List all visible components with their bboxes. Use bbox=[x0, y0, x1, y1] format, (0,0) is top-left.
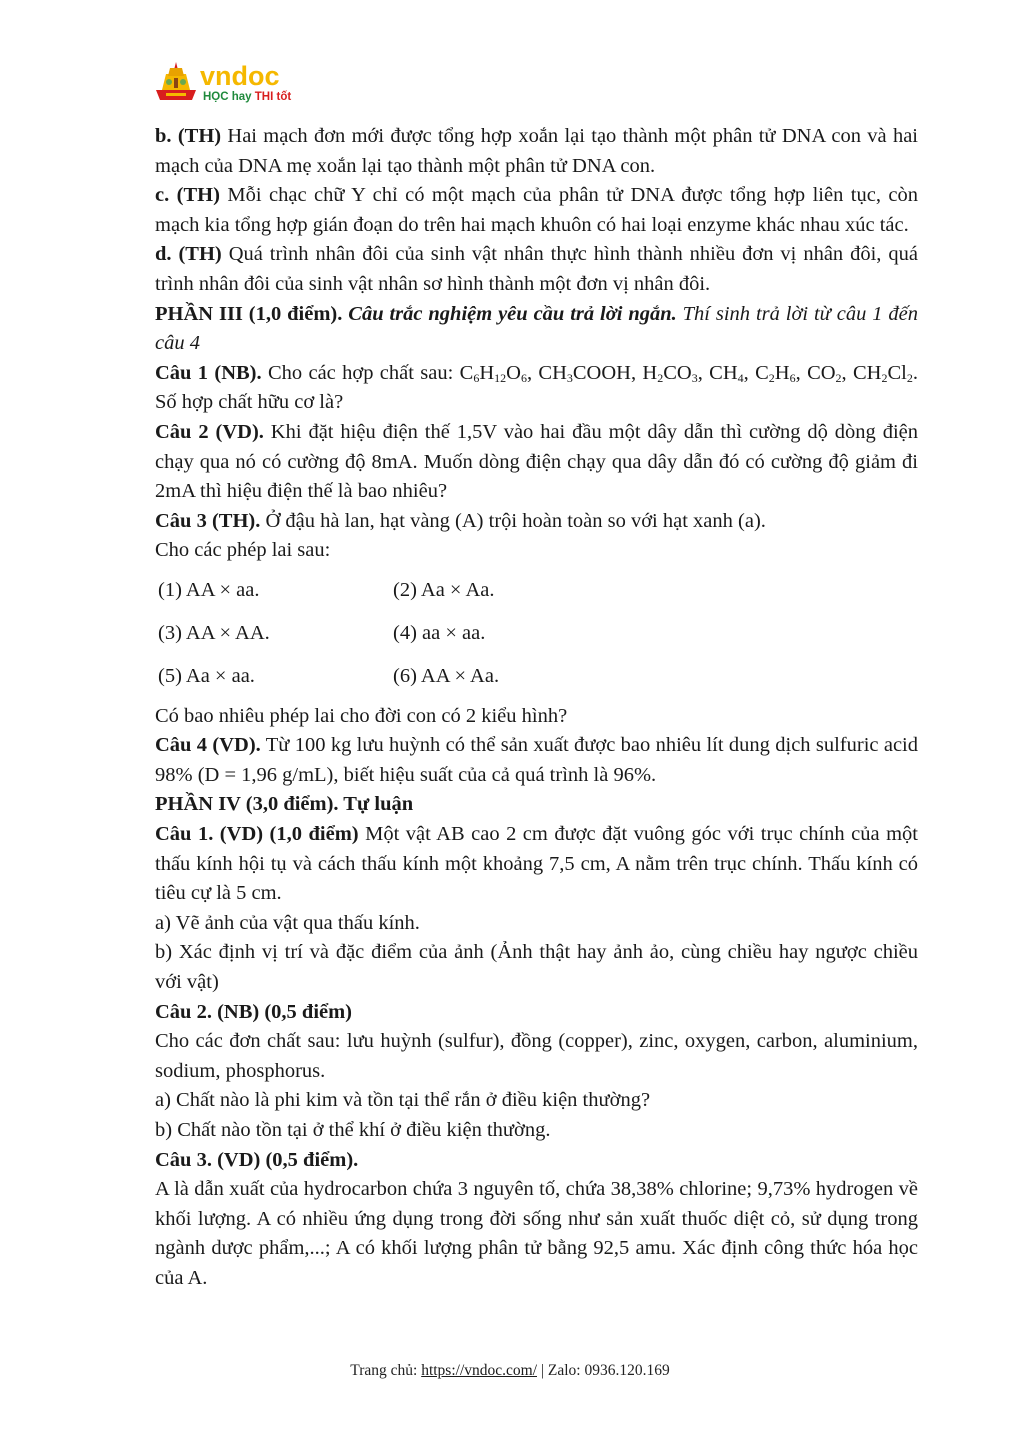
section-title: PHẦN III (1,0 điểm). bbox=[155, 302, 343, 325]
compound-list: $C_6H_{12}O_6$, $CH_3COOH$, $H_2CO_3$, $CH_4$, $C_2H_6$, $CO_2$, $CH_2Cl_2$ bbox=[459, 361, 913, 385]
slogan-part1: HỌC hay bbox=[203, 91, 255, 103]
statement-c bbox=[155, 181, 918, 240]
cross-item: (1) AA × aa. bbox=[158, 578, 260, 601]
homepage-link[interactable]: https://vndoc.com/ bbox=[421, 1362, 537, 1379]
part4-heading bbox=[155, 790, 918, 820]
question-label: Câu 1. (VD) (1,0 điểm) bbox=[155, 823, 359, 846]
question-3-1 bbox=[155, 359, 918, 418]
question-text: Một vật AB cao 2 cm được đặt vuông góc với trục chính của một thấu kính hội tụ và cách thấu kính một khoảng 7,5 cm, A nằm trên trục chính. Thấu kính có tiêu cự là 5 cm. bbox=[155, 823, 918, 905]
question-label: Câu 2 (VD). bbox=[155, 420, 264, 443]
cross-item: (2) Aa × Aa. bbox=[393, 578, 495, 601]
question-label: Câu 2. (NB) (0,5 điểm) bbox=[155, 1000, 353, 1023]
question-text: Khi đặt hiệu điện thế 1,5V vào hai đầu một dây dẫn thì cường dộ dòng điện chạy qua nó có cường độ 8mA. Muốn dòng điện chạy qua dây dẫn đó có cường độ giảm đi 2mA thì hiệu điện thế là bao nhiêu? bbox=[155, 420, 919, 503]
crosses-grid bbox=[158, 576, 918, 692]
document-body bbox=[155, 122, 918, 1294]
statement-d bbox=[155, 240, 918, 299]
crosses-intro: Cho các phép lai sau: bbox=[155, 539, 331, 562]
question-label: Câu 3. (VD) (0,5 điểm). bbox=[155, 1148, 359, 1171]
cross-item: (4) aa × aa. bbox=[393, 622, 486, 644]
question-label: Câu 3 (TH). bbox=[155, 509, 261, 532]
statement-label: b. (TH) bbox=[155, 125, 222, 147]
question-text: Ở đậu hà lan, hạt vàng (A) trội hoàn toàn so với hạt xanh (a). bbox=[260, 509, 766, 532]
slogan-part2: THI tốt bbox=[254, 91, 292, 103]
page-footer bbox=[0, 1362, 1020, 1380]
vndoc-logo[interactable] bbox=[154, 60, 304, 106]
footer-prefix: Trang chủ: bbox=[350, 1362, 422, 1379]
footer-contact: | Zalo: 0936.120.169 bbox=[537, 1362, 670, 1379]
cross-item: (5) Aa × aa. bbox=[158, 665, 255, 688]
statement-text: Quá trình nhân đôi của sinh vật nhân thực hình thành nhiều đơn vị nhân đôi, quá trình nhân đôi của sinh vật nhân sơ hình thành một đơn vị nhân đôi. bbox=[155, 243, 918, 295]
question-4-3-label bbox=[155, 1146, 918, 1176]
question-4-1-a: a) Vẽ ảnh của vật qua thấu kính. bbox=[155, 911, 420, 934]
cross-item: (6) AA × Aa. bbox=[393, 665, 500, 688]
question-4-2-label bbox=[155, 998, 918, 1028]
statement-text: Mỗi chạc chữ Y chỉ có một mạch của phân tử DNA được tổng hợp liên tục, còn mạch kia tổng hợp gián đoạn do trên hai mạch khuôn có hai loại enzyme khác nhau xúc tác. bbox=[155, 184, 918, 236]
section-instruction: Thí sinh trả lời từ câu 1 đến câu 4 bbox=[155, 302, 918, 355]
slogan bbox=[203, 90, 291, 104]
temple-logo-icon bbox=[154, 60, 198, 104]
question-4-1 bbox=[155, 820, 918, 909]
question-3-4 bbox=[155, 731, 918, 790]
part3-heading bbox=[155, 300, 918, 359]
question-label: Câu 1 (NB). bbox=[155, 361, 262, 384]
question-4-2-b: b) Chất nào tồn tại ở thể khí ở điều kiện thường. bbox=[155, 1119, 551, 1141]
question-4-2-a: a) Chất nào là phi kim và tồn tại thể rắn ở điều kiện thường? bbox=[155, 1089, 651, 1112]
question-3-2 bbox=[155, 418, 918, 507]
question-text: Cho các hợp chất sau: bbox=[261, 361, 460, 384]
section-title: PHẦN IV (3,0 điểm). Tự luận bbox=[155, 793, 414, 816]
question-4-2-text: Cho các đơn chất sau: lưu huỳnh (sulfur), đồng (copper), zinc, oxygen, carbon, aluminium, sodium, phosphorus. bbox=[155, 1030, 918, 1082]
brand-name: vndoc bbox=[200, 61, 280, 91]
section-subtitle: Câu trắc nghiệm yêu cầu trả lời ngắn. bbox=[342, 302, 677, 325]
crosses-question: Có bao nhiêu phép lai cho đời con có 2 kiểu hình? bbox=[155, 704, 568, 727]
statement-label: d. (TH) bbox=[155, 243, 222, 266]
question-3-3 bbox=[155, 507, 918, 537]
question-text: . Số hợp chất hữu cơ là? bbox=[155, 361, 918, 414]
question-4-3-text: A là dẫn xuất của hydrocarbon chứa 3 nguyên tố, chứa 38,38% chlorine; 9,73% hydrogen về khối lượng. A có nhiều ứng dụng trong đời sống như sản xuất thuốc diệt cỏ, sử dụng trong ngành dược phẩm,...; A có khối lượng phân tử bằng 92,5 amu. Xác định công thức hóa học của A. bbox=[155, 1178, 918, 1289]
statement-label: c. (TH) bbox=[155, 184, 220, 207]
question-label: Câu 4 (VD). bbox=[155, 734, 261, 757]
cross-item: (3) AA × AA. bbox=[158, 622, 270, 644]
question-4-1-b: b) Xác định vị trí và đặc điểm của ảnh (Ảnh thật hay ảnh ảo, cùng chiều hay ngược chiều với vật) bbox=[155, 941, 918, 994]
statement-b bbox=[155, 122, 918, 181]
question-text: Từ 100 kg lưu huỳnh có thể sản xuất được bao nhiêu lít dung dịch sulfuric acid 98% (D = 1,96 g/mL), biết hiệu suất của cả quá trình là 96%. bbox=[155, 734, 918, 786]
statement-text: Hai mạch đơn mới được tổng hợp xoắn lại tạo thành một phân tử DNA con và hai mạch của DNA mẹ xoắn lại tạo thành một phân tử DNA con. bbox=[155, 125, 918, 177]
